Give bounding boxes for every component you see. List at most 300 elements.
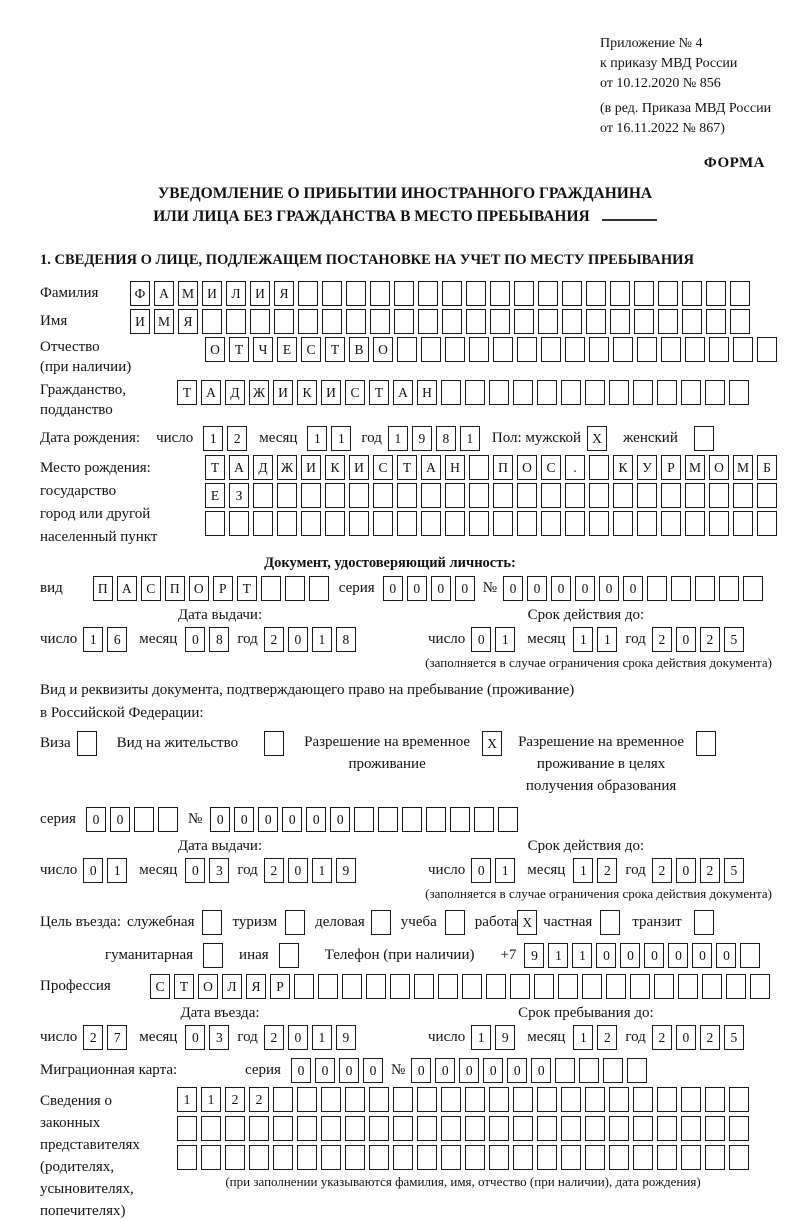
- char-cell[interactable]: А: [229, 455, 249, 480]
- char-cell[interactable]: [201, 1145, 221, 1170]
- char-cell[interactable]: О: [189, 576, 209, 601]
- char-cell[interactable]: [322, 309, 342, 334]
- char-cell[interactable]: [373, 483, 393, 508]
- char-cell[interactable]: А: [117, 576, 137, 601]
- char-cell[interactable]: [685, 483, 705, 508]
- char-cell[interactable]: [729, 1116, 749, 1141]
- char-cell[interactable]: 0: [507, 1058, 527, 1083]
- char-cell[interactable]: С: [150, 974, 170, 999]
- char-cell[interactable]: 2: [264, 627, 284, 652]
- char-cell[interactable]: Я: [178, 309, 198, 334]
- char-cell[interactable]: 1: [312, 858, 332, 883]
- char-cell[interactable]: [561, 380, 581, 405]
- char-cell[interactable]: [417, 1145, 437, 1170]
- char-cell[interactable]: 0: [551, 576, 571, 601]
- char-cell[interactable]: [445, 483, 465, 508]
- char-cell[interactable]: 1: [460, 426, 480, 451]
- char-cell[interactable]: [414, 974, 434, 999]
- char-cell[interactable]: [301, 483, 321, 508]
- char-cell[interactable]: [585, 1087, 605, 1112]
- char-cell[interactable]: [685, 337, 705, 362]
- char-cell[interactable]: [513, 1087, 533, 1112]
- char-cell[interactable]: [273, 1087, 293, 1112]
- char-cell[interactable]: [373, 511, 393, 536]
- char-cell[interactable]: [273, 1145, 293, 1170]
- char-cell[interactable]: [229, 511, 249, 536]
- char-cell[interactable]: [489, 380, 509, 405]
- char-cell[interactable]: [729, 1087, 749, 1112]
- char-cell[interactable]: [658, 281, 678, 306]
- char-cell[interactable]: Ф: [130, 281, 150, 306]
- char-cell[interactable]: [610, 281, 630, 306]
- char-cell[interactable]: 0: [435, 1058, 455, 1083]
- char-cell[interactable]: О: [517, 455, 537, 480]
- char-cell[interactable]: [465, 1145, 485, 1170]
- char-cell[interactable]: [733, 511, 753, 536]
- char-cell[interactable]: [489, 1087, 509, 1112]
- char-cell[interactable]: [370, 309, 390, 334]
- char-cell[interactable]: [589, 455, 609, 480]
- char-cell[interactable]: [613, 483, 633, 508]
- char-cell[interactable]: 1: [203, 426, 223, 451]
- char-cell[interactable]: 0: [596, 943, 616, 968]
- char-cell[interactable]: 1: [307, 426, 327, 451]
- char-cell[interactable]: [325, 511, 345, 536]
- char-cell[interactable]: [729, 380, 749, 405]
- char-cell[interactable]: [740, 943, 760, 968]
- char-cell[interactable]: [345, 1087, 365, 1112]
- char-cell[interactable]: 1: [177, 1087, 197, 1112]
- char-cell[interactable]: 0: [282, 807, 302, 832]
- char-cell[interactable]: 0: [455, 576, 475, 601]
- char-cell[interactable]: [297, 1145, 317, 1170]
- char-cell[interactable]: 0: [692, 943, 712, 968]
- char-cell[interactable]: [393, 1145, 413, 1170]
- char-cell[interactable]: [585, 1116, 605, 1141]
- char-cell[interactable]: [695, 576, 715, 601]
- char-cell[interactable]: 2: [83, 1025, 103, 1050]
- char-cell[interactable]: Л: [222, 974, 242, 999]
- char-cell[interactable]: [490, 281, 510, 306]
- char-cell[interactable]: У: [637, 455, 657, 480]
- char-cell[interactable]: [681, 1116, 701, 1141]
- char-cell[interactable]: [613, 337, 633, 362]
- char-cell[interactable]: 0: [527, 576, 547, 601]
- char-cell[interactable]: Е: [277, 337, 297, 362]
- char-cell[interactable]: О: [205, 337, 225, 362]
- char-cell[interactable]: П: [93, 576, 113, 601]
- char-cell[interactable]: [534, 974, 554, 999]
- char-cell[interactable]: 0: [210, 807, 230, 832]
- char-cell[interactable]: 6: [107, 627, 127, 652]
- char-cell[interactable]: X: [517, 910, 537, 935]
- char-cell[interactable]: Ж: [277, 455, 297, 480]
- char-cell[interactable]: [298, 309, 318, 334]
- char-cell[interactable]: [249, 1145, 269, 1170]
- char-cell[interactable]: [450, 807, 470, 832]
- char-cell[interactable]: [729, 1145, 749, 1170]
- char-cell[interactable]: Т: [229, 337, 249, 362]
- char-cell[interactable]: 0: [110, 807, 130, 832]
- char-cell[interactable]: 9: [412, 426, 432, 451]
- char-cell[interactable]: [438, 974, 458, 999]
- char-cell[interactable]: [719, 576, 739, 601]
- char-cell[interactable]: 8: [336, 627, 356, 652]
- char-cell[interactable]: [517, 337, 537, 362]
- char-cell[interactable]: 2: [225, 1087, 245, 1112]
- char-cell[interactable]: 0: [623, 576, 643, 601]
- char-cell[interactable]: [441, 380, 461, 405]
- char-cell[interactable]: 0: [620, 943, 640, 968]
- char-cell[interactable]: 8: [209, 627, 229, 652]
- char-cell[interactable]: [297, 1087, 317, 1112]
- char-cell[interactable]: К: [325, 455, 345, 480]
- char-cell[interactable]: [394, 309, 414, 334]
- char-cell[interactable]: [538, 281, 558, 306]
- char-cell[interactable]: 1: [388, 426, 408, 451]
- char-cell[interactable]: 0: [411, 1058, 431, 1083]
- char-cell[interactable]: Ч: [253, 337, 273, 362]
- char-cell[interactable]: [369, 1145, 389, 1170]
- char-cell[interactable]: [609, 1145, 629, 1170]
- char-cell[interactable]: 3: [209, 1025, 229, 1050]
- char-cell[interactable]: 0: [258, 807, 278, 832]
- char-cell[interactable]: 0: [676, 627, 696, 652]
- char-cell[interactable]: С: [301, 337, 321, 362]
- char-cell[interactable]: [202, 910, 222, 935]
- char-cell[interactable]: [493, 337, 513, 362]
- char-cell[interactable]: Т: [205, 455, 225, 480]
- char-cell[interactable]: 3: [209, 858, 229, 883]
- char-cell[interactable]: [582, 974, 602, 999]
- char-cell[interactable]: [514, 281, 534, 306]
- char-cell[interactable]: 0: [288, 858, 308, 883]
- char-cell[interactable]: [390, 974, 410, 999]
- char-cell[interactable]: [202, 309, 222, 334]
- char-cell[interactable]: [465, 1087, 485, 1112]
- char-cell[interactable]: А: [154, 281, 174, 306]
- char-cell[interactable]: [285, 576, 305, 601]
- char-cell[interactable]: [613, 511, 633, 536]
- char-cell[interactable]: 0: [383, 576, 403, 601]
- char-cell[interactable]: X: [587, 426, 607, 451]
- char-cell[interactable]: 1: [83, 627, 103, 652]
- char-cell[interactable]: 0: [716, 943, 736, 968]
- char-cell[interactable]: [537, 380, 557, 405]
- char-cell[interactable]: 0: [86, 807, 106, 832]
- char-cell[interactable]: Д: [225, 380, 245, 405]
- char-cell[interactable]: [421, 511, 441, 536]
- char-cell[interactable]: [321, 1087, 341, 1112]
- char-cell[interactable]: [498, 807, 518, 832]
- char-cell[interactable]: [205, 511, 225, 536]
- char-cell[interactable]: [226, 309, 246, 334]
- char-cell[interactable]: [510, 974, 530, 999]
- char-cell[interactable]: [585, 1145, 605, 1170]
- char-cell[interactable]: [633, 380, 653, 405]
- char-cell[interactable]: [469, 511, 489, 536]
- char-cell[interactable]: [418, 281, 438, 306]
- char-cell[interactable]: [466, 281, 486, 306]
- char-cell[interactable]: О: [198, 974, 218, 999]
- char-cell[interactable]: [562, 309, 582, 334]
- char-cell[interactable]: [706, 309, 726, 334]
- char-cell[interactable]: [465, 1116, 485, 1141]
- char-cell[interactable]: [610, 309, 630, 334]
- char-cell[interactable]: [321, 1145, 341, 1170]
- char-cell[interactable]: П: [493, 455, 513, 480]
- char-cell[interactable]: [442, 281, 462, 306]
- char-cell[interactable]: 5: [724, 1025, 744, 1050]
- char-cell[interactable]: И: [202, 281, 222, 306]
- char-cell[interactable]: [603, 1058, 623, 1083]
- char-cell[interactable]: Т: [397, 455, 417, 480]
- char-cell[interactable]: 0: [234, 807, 254, 832]
- char-cell[interactable]: [696, 731, 716, 756]
- char-cell[interactable]: 0: [83, 858, 103, 883]
- char-cell[interactable]: X: [482, 731, 502, 756]
- char-cell[interactable]: [637, 337, 657, 362]
- char-cell[interactable]: [402, 807, 422, 832]
- char-cell[interactable]: [541, 337, 561, 362]
- char-cell[interactable]: [630, 974, 650, 999]
- char-cell[interactable]: [134, 807, 154, 832]
- char-cell[interactable]: 9: [336, 858, 356, 883]
- char-cell[interactable]: О: [373, 337, 393, 362]
- char-cell[interactable]: [561, 1116, 581, 1141]
- char-cell[interactable]: [346, 309, 366, 334]
- char-cell[interactable]: [730, 309, 750, 334]
- char-cell[interactable]: [634, 281, 654, 306]
- char-cell[interactable]: [637, 483, 657, 508]
- char-cell[interactable]: 5: [724, 858, 744, 883]
- char-cell[interactable]: [586, 281, 606, 306]
- char-cell[interactable]: 9: [336, 1025, 356, 1050]
- char-cell[interactable]: [750, 974, 770, 999]
- char-cell[interactable]: [277, 483, 297, 508]
- char-cell[interactable]: [369, 1116, 389, 1141]
- char-cell[interactable]: [201, 1116, 221, 1141]
- char-cell[interactable]: [705, 1087, 725, 1112]
- char-cell[interactable]: [579, 1058, 599, 1083]
- char-cell[interactable]: 0: [575, 576, 595, 601]
- char-cell[interactable]: [318, 974, 338, 999]
- char-cell[interactable]: [486, 974, 506, 999]
- char-cell[interactable]: [349, 483, 369, 508]
- char-cell[interactable]: [589, 511, 609, 536]
- char-cell[interactable]: [685, 511, 705, 536]
- char-cell[interactable]: [600, 910, 620, 935]
- char-cell[interactable]: Д: [253, 455, 273, 480]
- char-cell[interactable]: [77, 731, 97, 756]
- char-cell[interactable]: [309, 576, 329, 601]
- char-cell[interactable]: 2: [700, 627, 720, 652]
- char-cell[interactable]: [177, 1145, 197, 1170]
- char-cell[interactable]: 1: [572, 943, 592, 968]
- char-cell[interactable]: Р: [213, 576, 233, 601]
- char-cell[interactable]: О: [709, 455, 729, 480]
- char-cell[interactable]: Ж: [249, 380, 269, 405]
- char-cell[interactable]: [681, 380, 701, 405]
- char-cell[interactable]: 9: [495, 1025, 515, 1050]
- char-cell[interactable]: [537, 1087, 557, 1112]
- char-cell[interactable]: [647, 576, 667, 601]
- char-cell[interactable]: 5: [724, 627, 744, 652]
- char-cell[interactable]: 1: [312, 627, 332, 652]
- char-cell[interactable]: 2: [700, 1025, 720, 1050]
- char-cell[interactable]: [369, 1087, 389, 1112]
- char-cell[interactable]: С: [541, 455, 561, 480]
- char-cell[interactable]: [681, 1145, 701, 1170]
- char-cell[interactable]: [421, 337, 441, 362]
- char-cell[interactable]: [627, 1058, 647, 1083]
- char-cell[interactable]: [297, 1116, 317, 1141]
- char-cell[interactable]: [279, 943, 299, 968]
- char-cell[interactable]: 7: [107, 1025, 127, 1050]
- char-cell[interactable]: [462, 974, 482, 999]
- char-cell[interactable]: Я: [274, 281, 294, 306]
- char-cell[interactable]: [158, 807, 178, 832]
- char-cell[interactable]: [445, 910, 465, 935]
- char-cell[interactable]: [285, 910, 305, 935]
- char-cell[interactable]: [726, 974, 746, 999]
- char-cell[interactable]: С: [345, 380, 365, 405]
- char-cell[interactable]: [469, 337, 489, 362]
- char-cell[interactable]: [561, 1087, 581, 1112]
- char-cell[interactable]: [517, 511, 537, 536]
- char-cell[interactable]: [694, 426, 714, 451]
- char-cell[interactable]: [661, 511, 681, 536]
- char-cell[interactable]: [421, 483, 441, 508]
- char-cell[interactable]: 0: [185, 627, 205, 652]
- char-cell[interactable]: [513, 380, 533, 405]
- char-cell[interactable]: [537, 1116, 557, 1141]
- char-cell[interactable]: [609, 380, 629, 405]
- char-cell[interactable]: А: [421, 455, 441, 480]
- char-cell[interactable]: Я: [246, 974, 266, 999]
- char-cell[interactable]: [633, 1087, 653, 1112]
- char-cell[interactable]: М: [733, 455, 753, 480]
- char-cell[interactable]: 0: [599, 576, 619, 601]
- char-cell[interactable]: [378, 807, 398, 832]
- char-cell[interactable]: 2: [652, 1025, 672, 1050]
- char-cell[interactable]: [757, 511, 777, 536]
- char-cell[interactable]: [441, 1087, 461, 1112]
- char-cell[interactable]: [657, 1087, 677, 1112]
- char-cell[interactable]: 2: [264, 1025, 284, 1050]
- char-cell[interactable]: 0: [471, 858, 491, 883]
- char-cell[interactable]: [743, 576, 763, 601]
- char-cell[interactable]: [261, 576, 281, 601]
- char-cell[interactable]: 0: [531, 1058, 551, 1083]
- char-cell[interactable]: [589, 483, 609, 508]
- char-cell[interactable]: 0: [315, 1058, 335, 1083]
- char-cell[interactable]: [609, 1087, 629, 1112]
- char-cell[interactable]: [417, 1087, 437, 1112]
- char-cell[interactable]: [589, 337, 609, 362]
- char-cell[interactable]: 0: [288, 1025, 308, 1050]
- char-cell[interactable]: [537, 1145, 557, 1170]
- char-cell[interactable]: [225, 1116, 245, 1141]
- char-cell[interactable]: 9: [524, 943, 544, 968]
- char-cell[interactable]: [249, 1116, 269, 1141]
- char-cell[interactable]: [606, 974, 626, 999]
- char-cell[interactable]: [445, 511, 465, 536]
- char-cell[interactable]: К: [297, 380, 317, 405]
- char-cell[interactable]: 2: [652, 627, 672, 652]
- char-cell[interactable]: 2: [700, 858, 720, 883]
- char-cell[interactable]: А: [201, 380, 221, 405]
- char-cell[interactable]: М: [154, 309, 174, 334]
- char-cell[interactable]: [474, 807, 494, 832]
- char-cell[interactable]: 2: [264, 858, 284, 883]
- char-cell[interactable]: Б: [757, 455, 777, 480]
- char-cell[interactable]: [442, 309, 462, 334]
- char-cell[interactable]: [609, 1116, 629, 1141]
- char-cell[interactable]: [397, 511, 417, 536]
- char-cell[interactable]: 1: [107, 858, 127, 883]
- char-cell[interactable]: Л: [226, 281, 246, 306]
- char-cell[interactable]: Е: [205, 483, 225, 508]
- char-cell[interactable]: [562, 281, 582, 306]
- char-cell[interactable]: [705, 380, 725, 405]
- char-cell[interactable]: [294, 974, 314, 999]
- char-cell[interactable]: [250, 309, 270, 334]
- char-cell[interactable]: 2: [249, 1087, 269, 1112]
- char-cell[interactable]: М: [685, 455, 705, 480]
- char-cell[interactable]: 1: [495, 858, 515, 883]
- char-cell[interactable]: [709, 483, 729, 508]
- char-cell[interactable]: [493, 511, 513, 536]
- char-cell[interactable]: 0: [288, 627, 308, 652]
- char-cell[interactable]: 2: [652, 858, 672, 883]
- char-cell[interactable]: [253, 511, 273, 536]
- char-cell[interactable]: [465, 380, 485, 405]
- char-cell[interactable]: [397, 483, 417, 508]
- char-cell[interactable]: 1: [597, 627, 617, 652]
- char-cell[interactable]: [489, 1116, 509, 1141]
- char-cell[interactable]: 1: [331, 426, 351, 451]
- char-cell[interactable]: 1: [573, 1025, 593, 1050]
- char-cell[interactable]: [561, 1145, 581, 1170]
- char-cell[interactable]: [273, 1116, 293, 1141]
- char-cell[interactable]: Н: [445, 455, 465, 480]
- char-cell[interactable]: [466, 309, 486, 334]
- char-cell[interactable]: [541, 511, 561, 536]
- char-cell[interactable]: [301, 511, 321, 536]
- char-cell[interactable]: 0: [363, 1058, 383, 1083]
- char-cell[interactable]: 0: [471, 627, 491, 652]
- char-cell[interactable]: 1: [548, 943, 568, 968]
- char-cell[interactable]: [513, 1145, 533, 1170]
- char-cell[interactable]: [517, 483, 537, 508]
- char-cell[interactable]: [345, 1145, 365, 1170]
- char-cell[interactable]: [702, 974, 722, 999]
- char-cell[interactable]: [654, 974, 674, 999]
- char-cell[interactable]: Р: [270, 974, 290, 999]
- char-cell[interactable]: 1: [471, 1025, 491, 1050]
- char-cell[interactable]: [513, 1116, 533, 1141]
- char-cell[interactable]: [514, 309, 534, 334]
- char-cell[interactable]: 0: [407, 576, 427, 601]
- char-cell[interactable]: Т: [174, 974, 194, 999]
- char-cell[interactable]: [366, 974, 386, 999]
- char-cell[interactable]: 8: [436, 426, 456, 451]
- char-cell[interactable]: [705, 1116, 725, 1141]
- char-cell[interactable]: [661, 337, 681, 362]
- char-cell[interactable]: [682, 309, 702, 334]
- char-cell[interactable]: [203, 943, 223, 968]
